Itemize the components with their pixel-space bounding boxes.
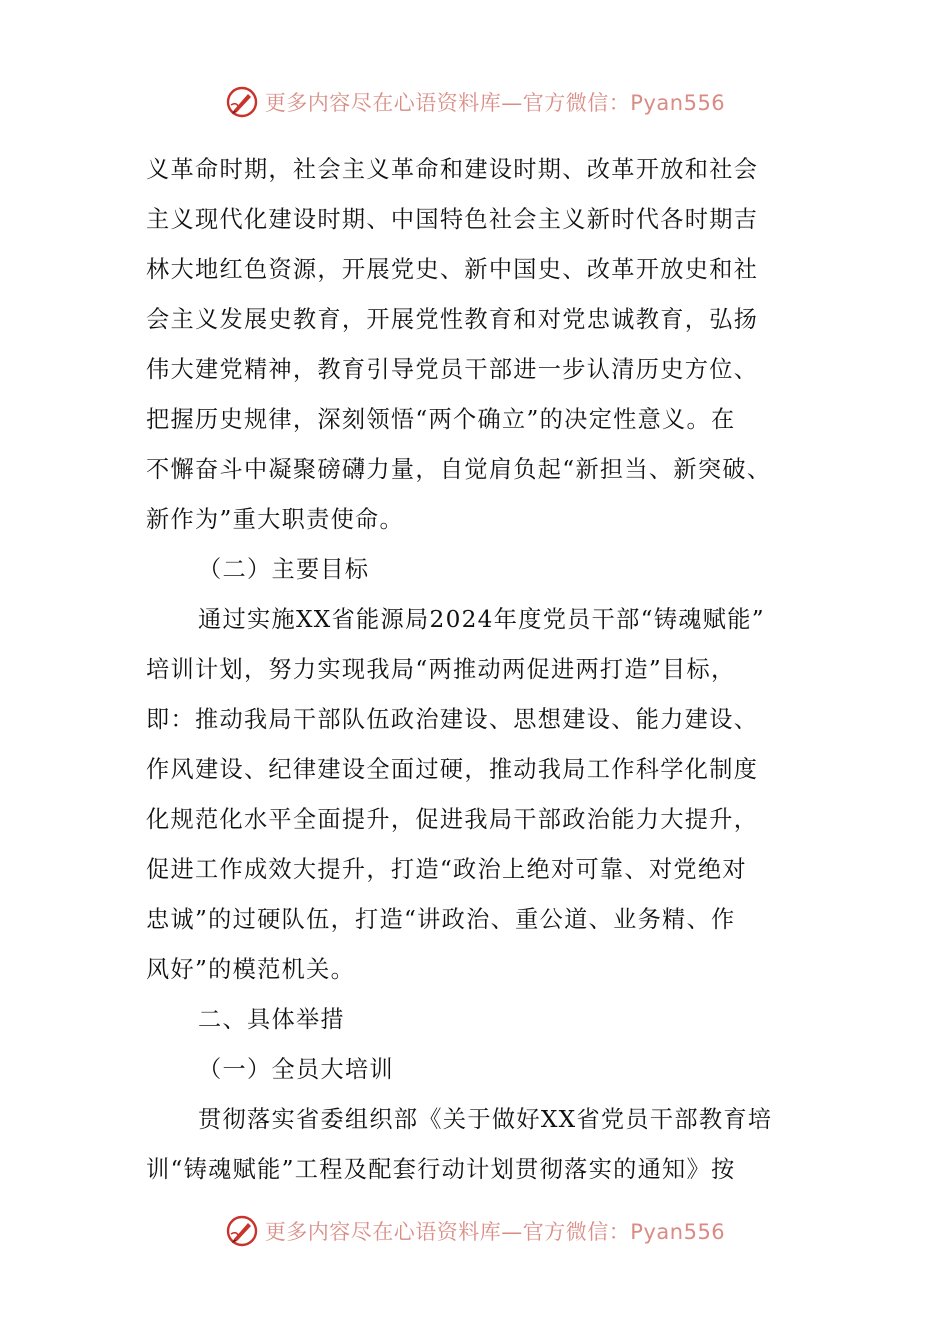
header-watermark-text: 更多内容尽在心语资料库—官方微信：Pyan556 xyxy=(264,91,726,115)
text-line: 风好”的模范机关。 xyxy=(146,956,356,983)
text-line: 训“铸魂赋能”工程及配套行动计划贯彻落实的通知》按 xyxy=(146,1156,736,1183)
text-line: 忠诚”的过硬队伍，打造“讲政治、重公道、业务精、作 xyxy=(146,906,736,933)
footer-watermark xyxy=(0,1211,950,1251)
text-line: 主义现代化建设时期、中国特色社会主义新时代各时期吉 xyxy=(146,206,759,233)
section-heading-training: （一）全员大培训 xyxy=(198,1056,394,1083)
text-line: 把握历史规律，深刻领悟“两个确立”的决定性意义。在 xyxy=(146,406,736,433)
section-heading-measures: 二、具体举措 xyxy=(198,1006,345,1033)
text-line: 会主义发展史教育，开展党性教育和对党忠诚教育，弘扬 xyxy=(146,306,759,333)
text-line: 林大地红色资源，开展党史、新中国史、改革开放史和社 xyxy=(146,256,759,283)
text-line: 化规范化水平全面提升，促进我局干部政治能力大提升， xyxy=(146,806,759,833)
text-line: 即：推动我局干部队伍政治建设、思想建设、能力建设、 xyxy=(146,706,759,733)
text-line: 伟大建党精神，教育引导党员干部进一步认清历史方位、 xyxy=(146,356,759,383)
pen-logo-icon xyxy=(225,85,259,119)
text-line: 义革命时期，社会主义革命和建设时期、改革开放和社会 xyxy=(146,156,759,183)
text-line: 不懈奋斗中凝聚磅礴力量，自觉肩负起“新担当、新突破、 xyxy=(146,456,772,483)
footer-watermark-text: 更多内容尽在心语资料库—官方微信：Pyan556 xyxy=(264,1220,726,1244)
text-line: 贯彻落实省委组织部《关于做好XX省党员干部教育培 xyxy=(198,1106,773,1133)
text-line: 通过实施XX省能源局2024年度党员干部“铸魂赋能” xyxy=(198,606,765,633)
document-body xyxy=(146,145,806,1195)
section-heading-main-goals: （二）主要目标 xyxy=(198,556,370,583)
text-line: 作风建设、纪律建设全面过硬，推动我局工作科学化制度 xyxy=(146,756,759,783)
text-line: 新作为”重大职责使命。 xyxy=(146,506,405,533)
text-line: 促进工作成效大提升，打造“政治上绝对可靠、对党绝对 xyxy=(146,856,747,883)
pen-logo-icon xyxy=(225,1214,259,1248)
header-watermark xyxy=(0,82,950,122)
text-line: 培训计划，努力实现我局“两推动两促进两打造”目标， xyxy=(146,656,736,683)
